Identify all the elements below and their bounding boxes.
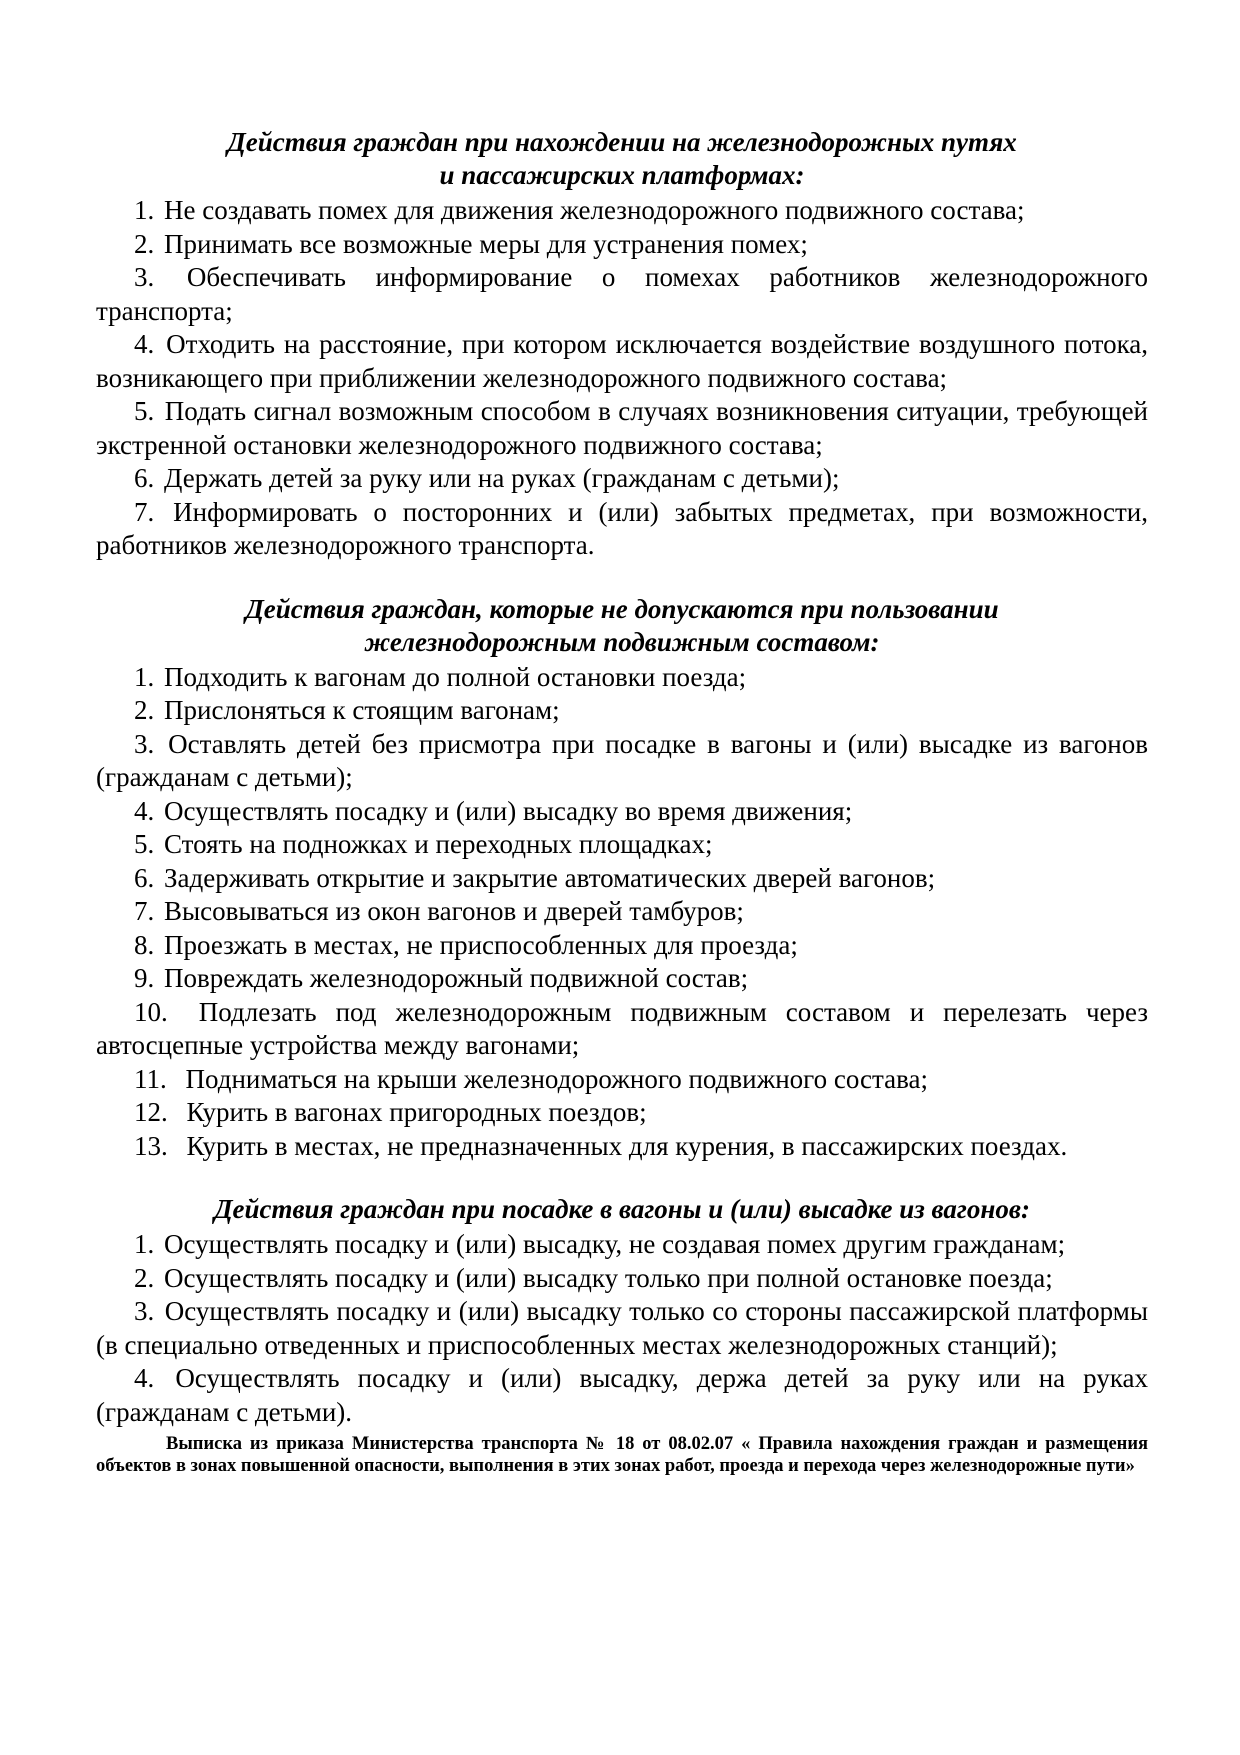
list-item	[96, 661, 1148, 695]
document-page	[96, 126, 1148, 1477]
item-number: 4.	[134, 329, 155, 359]
list-item	[96, 328, 1148, 395]
item-text: Принимать все возможные меры для устранения помех;	[164, 228, 808, 259]
list-item	[96, 1228, 1148, 1262]
item-number: 1.	[134, 661, 155, 692]
list-item	[96, 228, 1148, 262]
item-text: Осуществлять посадку и (или) высадку только со стороны пассажирской платформы (в специально отведенных и приспособленных местах железнодорожных станций);	[96, 1296, 1148, 1360]
list-item	[96, 929, 1148, 963]
section-title-line: и пассажирских платформах:	[439, 160, 805, 190]
rules-list	[96, 661, 1148, 1164]
section-spacer	[96, 1163, 1148, 1193]
section-title-line: железнодорожным подвижным составом:	[364, 626, 880, 657]
list-item	[96, 261, 1148, 328]
item-text: Прислоняться к стоящим вагонам;	[164, 695, 560, 725]
item-text: Осуществлять посадку и (или) высадку, не создавая помех другим гражданам;	[164, 1229, 1066, 1259]
section-title-line: Действия граждан, которые не допускаются при пользовании	[245, 593, 999, 624]
list-item	[96, 1362, 1148, 1429]
item-text: Задерживать открытие и закрытие автоматических дверей вагонов;	[164, 862, 936, 893]
item-text: Повреждать железнодорожный подвижной состав;	[164, 963, 749, 993]
item-number: 1.	[134, 195, 155, 225]
item-number: 1.	[134, 1229, 155, 1259]
item-number: 4.	[134, 795, 155, 826]
item-text: Подать сигнал возможным способом в случаях возникновения ситуации, требующей экстренной остановки железнодорожного подвижного состава;	[96, 396, 1149, 460]
item-text: Курить в вагонах пригородных поездов;	[186, 1097, 647, 1127]
list-item	[96, 1130, 1148, 1164]
list-item	[96, 496, 1148, 563]
list-item	[96, 996, 1148, 1063]
item-number: 2.	[134, 695, 155, 725]
list-item	[96, 694, 1148, 728]
rules-list	[96, 194, 1148, 563]
item-text: Держать детей за руку или на руках (гражданам с детьми);	[164, 463, 840, 493]
section-railway-tracks	[96, 126, 1148, 563]
section-boarding	[96, 1193, 1148, 1429]
item-text: Не создавать помех для движения железнодорожного подвижного состава;	[164, 195, 1025, 225]
item-text: Обеспечивать информирование о помехах работников железнодорожного транспорта;	[96, 262, 1148, 326]
item-number: 13.	[134, 1130, 168, 1161]
item-number: 9.	[134, 963, 155, 993]
item-text: Отходить на расстояние, при котором исключается воздействие воздушного потока, возникающего при приближении железнодорожного подвижного состава;	[96, 329, 1149, 393]
item-number: 12.	[134, 1097, 168, 1127]
item-number: 4.	[134, 1363, 155, 1393]
list-item	[96, 828, 1148, 862]
item-number: 10.	[134, 996, 168, 1027]
list-item	[96, 795, 1148, 829]
item-text: Подниматься на крыши железнодорожного подвижного состава;	[185, 1063, 928, 1094]
list-item	[96, 1063, 1148, 1097]
list-item	[96, 194, 1148, 228]
item-text: Осуществлять посадку и (или) высадку во время движения;	[164, 795, 853, 826]
item-number: 2.	[134, 1262, 155, 1293]
item-number: 3.	[134, 262, 155, 292]
section-prohibited-actions	[96, 593, 1148, 1164]
item-text: Осуществлять посадку и (или) высадку только при полной остановке поезда;	[164, 1262, 1053, 1293]
item-number: 2.	[134, 228, 155, 259]
item-number: 3.	[134, 1296, 155, 1326]
section-title	[96, 1193, 1148, 1226]
item-text: Курить в местах, не предназначенных для курения, в пассажирских поездах.	[186, 1130, 1068, 1161]
list-item	[96, 962, 1148, 996]
item-number: 11.	[134, 1063, 167, 1094]
list-item	[96, 462, 1148, 496]
item-text: Оставлять детей без присмотра при посадке в вагоны и (или) высадке из вагонов (гражданам с детьми);	[96, 728, 1148, 792]
item-text: Подходить к вагонам до полной остановки поезда;	[164, 661, 747, 692]
list-item	[96, 395, 1148, 462]
list-item	[96, 1096, 1148, 1130]
item-text: Подлезать под железнодорожным подвижным составом и перелезать через автосцепные устройства между вагонами;	[96, 996, 1149, 1060]
list-item	[96, 895, 1148, 929]
item-number: 7.	[134, 896, 155, 926]
list-item	[96, 728, 1148, 795]
item-number: 3.	[134, 728, 155, 759]
section-title	[96, 593, 1148, 659]
list-item	[96, 1262, 1148, 1296]
item-number: 6.	[134, 862, 155, 893]
item-text: Информировать о посторонних и (или) забытых предметах, при возможности, работников железнодорожного транспорта.	[96, 496, 1149, 560]
section-title-line: Действия граждан при посадке в вагоны и (или) высадке из вагонов:	[214, 1194, 1030, 1224]
item-number: 6.	[134, 463, 155, 493]
list-item	[96, 862, 1148, 896]
item-text: Высовываться из окон вагонов и дверей тамбуров;	[164, 896, 744, 926]
item-text: Стоять на подножках и переходных площадках;	[164, 829, 713, 859]
item-number: 8.	[134, 929, 155, 960]
item-number: 5.	[134, 396, 155, 426]
item-number: 5.	[134, 829, 155, 859]
section-spacer	[96, 563, 1148, 593]
source-footnote: Выписка из приказа Министерства транспорта № 18 от 08.02.07 « Правила нахождения граждан и размещения объектов в зонах повышенной опасности, выполнения в этих зонах работ, проезда и перехода через железнодорожные пути»	[96, 1434, 1148, 1476]
rules-list	[96, 1228, 1148, 1429]
list-item	[96, 1295, 1148, 1362]
section-title	[96, 126, 1148, 192]
item-text: Осуществлять посадку и (или) высадку, держа детей за руку или на руках (гражданам с детьми).	[96, 1363, 1149, 1427]
item-number: 7.	[134, 496, 155, 527]
section-title-line: Действия граждан при нахождении на железнодорожных путях	[227, 127, 1017, 157]
item-text: Проезжать в местах, не приспособленных для проезда;	[164, 929, 798, 960]
